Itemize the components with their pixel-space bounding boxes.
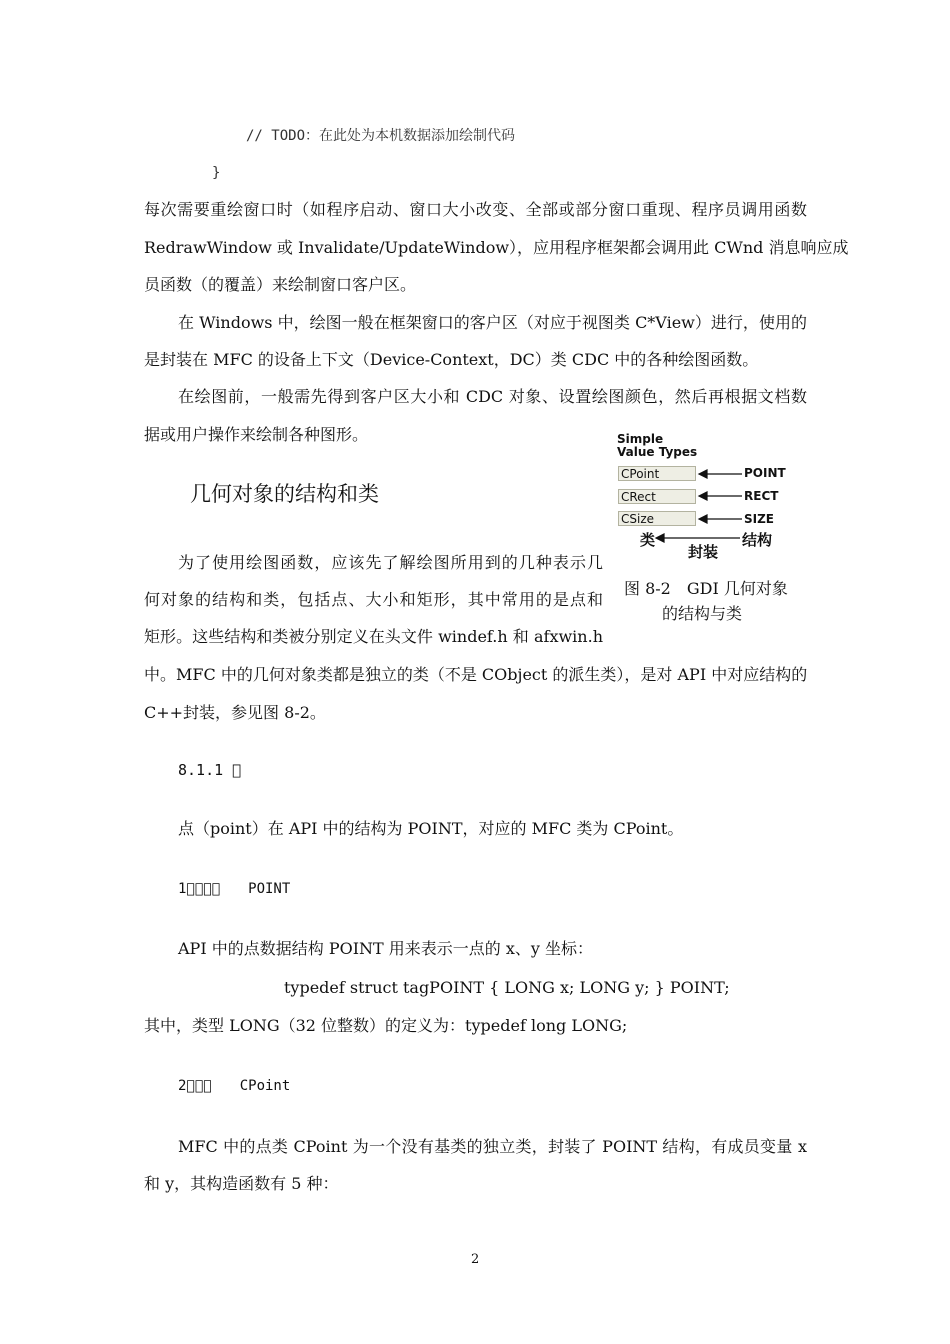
item-2-heading: 2￿￿￿ CPoint: [178, 1078, 291, 1094]
paragraph-1-line-1: 每次需要重绘窗口时（如程序启动、窗口大小改变、全部或部分窗口重现、程序员调用函数: [144, 200, 807, 219]
section-paragraph-line-5: C++封装，参见图 8-2。: [144, 703, 326, 722]
class-box-cpoint: CPoint: [618, 466, 696, 481]
code-closing-brace: }: [212, 165, 221, 181]
page-number: 2: [471, 1252, 480, 1267]
class-box-csize: CSize: [618, 511, 696, 526]
label-wrap: 封装: [688, 543, 719, 561]
item-1-code: typedef struct tagPOINT { LONG x; LONG y; } POINT;: [284, 978, 730, 997]
section-paragraph-line-1: 为了使用绘图函数，应该先了解绘图所用到的几种表示几: [178, 553, 603, 572]
arrow-head-size: [699, 515, 707, 523]
label-struct: 结构: [742, 531, 773, 549]
paragraph-1-line-3: 员函数（的覆盖）来绘制窗口客户区。: [144, 275, 417, 294]
label-class: 类: [640, 531, 656, 549]
paragraph-2-line-2: 是封装在 MFC 的设备上下文（Device-Context，DC）类 CDC 中的各种绘图函数。: [144, 350, 759, 369]
arrow-head-rect: [699, 492, 707, 500]
code-todo-comment: // TODO：在此处为本机数据添加绘制代码: [246, 128, 516, 144]
figure-caption-line-2: 的结构与类: [662, 604, 743, 623]
paragraph-2-line-1: 在 Windows 中，绘图一般在框架窗口的客户区（对应于视图类 C*View）进行，使用的: [178, 313, 807, 332]
item-1-note: 其中，类型 LONG（32 位整数）的定义为：typedef long LONG;: [144, 1016, 628, 1035]
section-paragraph-line-2: 何对象的结构和类，包括点、大小和矩形，其中常用的是点和: [144, 590, 603, 609]
struct-label-size: SIZE: [744, 512, 775, 526]
paragraph-1-line-2: RedrawWindow 或 Invalidate/UpdateWindow），应用程序框架都会调用此 CWnd 消息响应成: [144, 238, 849, 257]
struct-label-rect: RECT: [744, 489, 779, 503]
subsection-intro: 点（point）在 API 中的结构为 POINT，对应的 MFC 类为 CPoint。: [178, 819, 684, 838]
item-1-text: API 中的点数据结构 POINT 用来表示一点的 x、y 坐标：: [178, 939, 594, 958]
section-heading: 几何对象的结构和类: [190, 482, 379, 506]
item-2-line-2: 和 y，其构造函数有 5 种：: [144, 1174, 339, 1193]
figure-title-line-1: Simple: [617, 432, 664, 446]
class-box-crect: CRect: [618, 489, 696, 504]
struct-label-point: POINT: [744, 466, 786, 480]
paragraph-3-line-2: 据或用户操作来绘制各种图形。: [144, 425, 369, 444]
figure-gdi-value-types: [614, 432, 814, 562]
arrow-head-wrap: [656, 534, 664, 542]
item-2-line-1: MFC 中的点类 CPoint 为一个没有基类的独立类，封装了 POINT 结构，有成员变量 x: [178, 1137, 807, 1156]
item-1-heading: 1￿￿￿￿ POINT: [178, 881, 291, 897]
section-paragraph-line-3: 矩形。这些结构和类被分别定义在头文件 windef.h 和 afxwin.h: [144, 627, 603, 646]
arrow-head-point: [699, 470, 707, 478]
figure-title-line-2: Value Types: [617, 445, 698, 459]
figure-caption-line-1: 图 8-2 GDI 几何对象: [624, 579, 788, 598]
paragraph-3-line-1: 在绘图前，一般需先得到客户区大小和 CDC 对象、设置绘图颜色，然后再根据文档数: [178, 387, 807, 406]
section-paragraph-line-4: 中。MFC 中的几何对象类都是独立的类（不是 CObject 的派生类），是对 API 中对应结构的: [144, 665, 808, 684]
subsection-number: 8.1.1 ￿: [178, 761, 242, 779]
